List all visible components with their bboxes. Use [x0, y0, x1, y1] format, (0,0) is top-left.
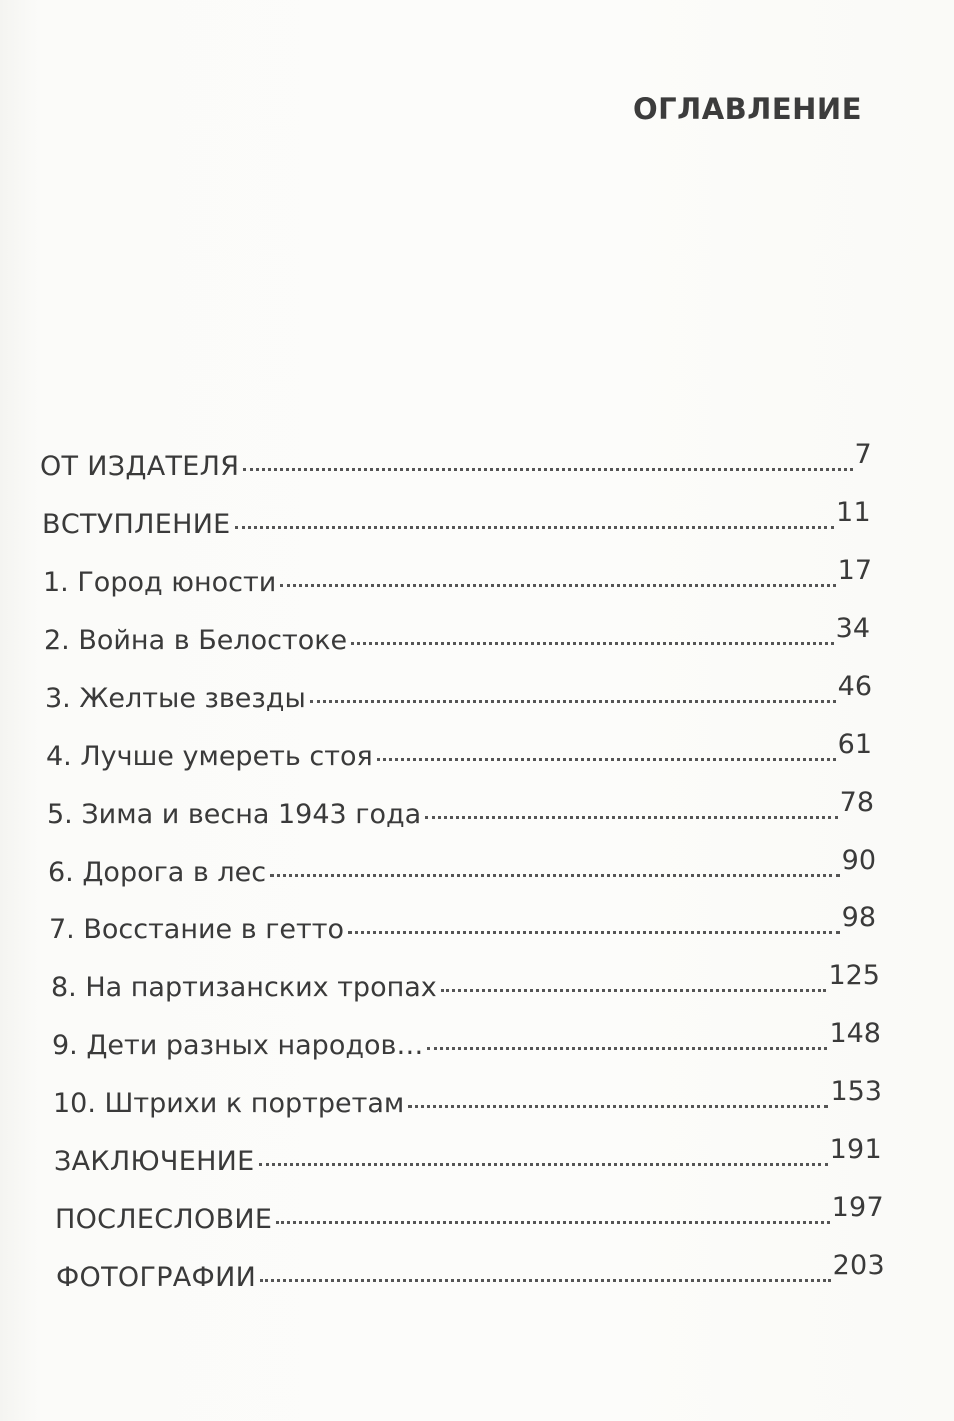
- dot-leader: [280, 584, 835, 587]
- toc-entry: [53, 1076, 882, 1121]
- toc-entry-title: ЗАКЛЮЧЕНИЕ: [54, 1146, 255, 1177]
- dot-leader: [235, 526, 834, 529]
- toc-entry-title: ВСТУПЛЕНИЕ: [42, 509, 231, 540]
- dot-leader: [425, 816, 837, 819]
- toc-entry: [40, 439, 872, 484]
- toc-entry-page: 203: [832, 1250, 885, 1281]
- toc-entry: [51, 960, 880, 1005]
- toc-entry-page: 148: [829, 1018, 881, 1049]
- toc-entry: [56, 1250, 885, 1295]
- dot-leader: [348, 931, 840, 934]
- toc-entry-page: 98: [841, 902, 876, 933]
- toc-entry-title: 6. Дорога в лес: [48, 857, 267, 888]
- toc-entry-page: 17: [837, 555, 872, 586]
- toc-entry-title: 10. Штрихи к портретам: [53, 1088, 405, 1119]
- toc-entry: [49, 902, 876, 947]
- toc-entry-title: ПОСЛЕСЛОВИЕ: [55, 1204, 273, 1235]
- toc-entry-page: 78: [839, 787, 874, 818]
- toc-entry-page: 61: [837, 729, 872, 760]
- toc-entry: [54, 1134, 882, 1179]
- toc-entry-title: 4. Лучше умереть стоя: [46, 741, 373, 772]
- toc-entry-page: 7: [854, 439, 872, 470]
- dot-leader: [310, 700, 836, 703]
- toc-entry: [46, 729, 872, 774]
- dot-leader: [276, 1221, 829, 1224]
- dot-leader: [351, 642, 834, 645]
- toc-entry: [52, 1018, 881, 1063]
- dot-leader: [259, 1163, 828, 1166]
- toc-entry-title: ОТ ИЗДАТЕЛЯ: [40, 451, 240, 482]
- toc-entry: [48, 845, 876, 890]
- dot-leader: [441, 989, 827, 992]
- toc-entry-title: 2. Война в Белостоке: [44, 625, 348, 656]
- dot-leader: [427, 1047, 827, 1050]
- toc-entry-page: 46: [837, 671, 872, 702]
- dot-leader: [260, 1279, 830, 1282]
- dot-leader: [243, 468, 852, 471]
- toc-entry-title: 5. Зима и весна 1943 года: [47, 799, 422, 830]
- toc-entry: [43, 555, 872, 600]
- toc-entry-title: 8. На партизанских тропах: [51, 972, 437, 1003]
- dot-leader: [270, 874, 840, 877]
- toc-entry-page: 153: [830, 1076, 882, 1107]
- toc-entry-page: 90: [841, 845, 876, 876]
- dot-leader: [377, 758, 836, 761]
- toc-entry-title: ФОТОГРАФИИ: [56, 1262, 257, 1293]
- toc-entry-page: 191: [829, 1134, 882, 1165]
- page-title: ОГЛАВЛЕНИЕ: [632, 92, 862, 126]
- toc-entry-page: 125: [828, 960, 880, 991]
- toc-entry-title: 3. Желтые звезды: [45, 683, 306, 714]
- toc-entry-title: 7. Восстание в гетто: [49, 914, 345, 945]
- toc-entry: [44, 613, 870, 658]
- toc-entry-page: 11: [836, 497, 871, 528]
- dot-leader: [408, 1105, 828, 1108]
- toc-entry-title: 1. Город юности: [43, 567, 277, 598]
- toc-entry-page: 34: [835, 613, 870, 644]
- toc-entry: [55, 1192, 884, 1237]
- toc-entry: [47, 787, 874, 832]
- toc-entry-title: 9. Дети разных народов…: [52, 1030, 424, 1061]
- toc-entry-page: 197: [831, 1192, 884, 1223]
- toc-entry: [45, 671, 872, 716]
- toc-entry: [42, 497, 871, 542]
